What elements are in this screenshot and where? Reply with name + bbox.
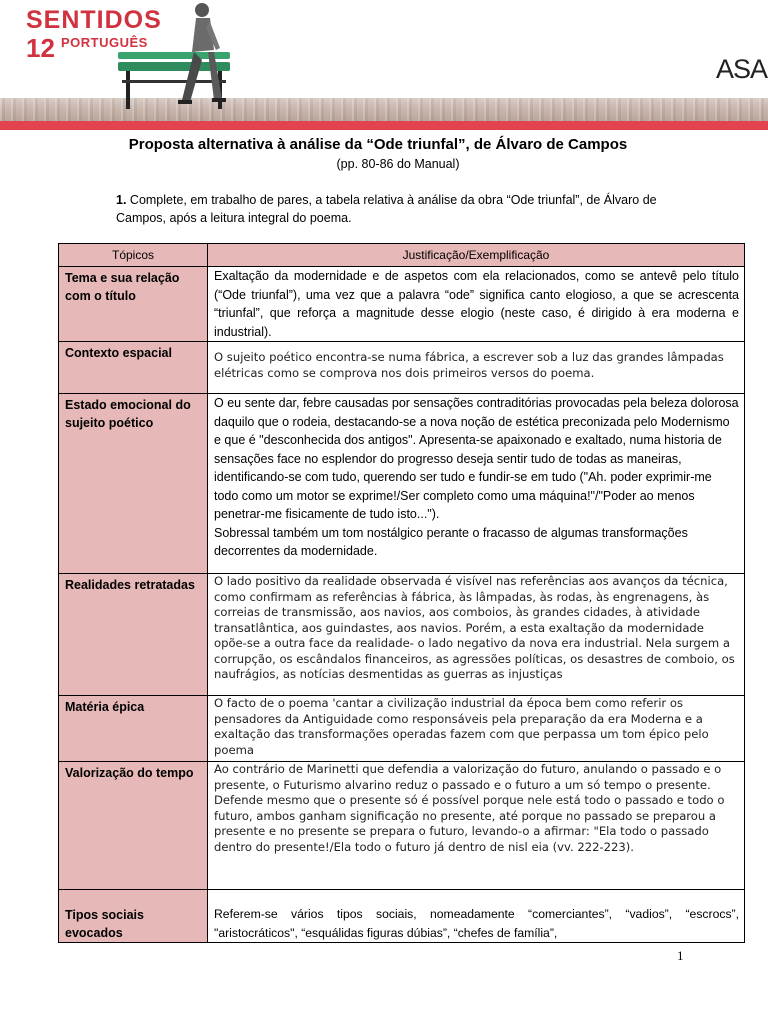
instruction-text: Complete, em trabalho de pares, a tabela relativa à análise da obra “Ode triunfal”, de Álvaro de Campos, após a leitura integral do poema.: [116, 193, 657, 225]
topic-cell: Contexto espacial: [59, 342, 208, 394]
man-on-bench-illustration: [112, 0, 242, 120]
justification-cell: [208, 696, 745, 762]
table-row: [59, 890, 745, 943]
document-subtitle: (pp. 80-86 do Manual): [336, 157, 460, 171]
justification-text: Exaltação da modernidade e de aspetos com ela relacionados, como se antevê pelo título (“Ode triunfal”), uma vez que a palavra “ode” significa canto elogioso, a que se acrescenta “triunfal”, que reforça a magnitude desse elogio (neste caso, é dirigido à era moderna e industrial).: [214, 269, 739, 339]
table-header-row: [59, 244, 745, 267]
justification-cell: [208, 890, 745, 943]
red-stripe: [0, 121, 768, 130]
table-row: [59, 762, 745, 890]
justification-text: Referem-se vários tipos sociais, nomeadamente “comerciantes”, “vadios”, “escrocs”, "aristocráticos", “esquálidas figuras dúbias”, “chefes de família”,: [214, 907, 739, 940]
justification-cell: [208, 762, 745, 890]
justification-text: O eu sente dar, febre causadas por sensações contraditórias provocadas pela beleza dolorosa daquilo que o rodeia, destacando-se a nova noção de estética preconizada pelo Modernismo e que é "desconhecida dos antigos". Apresenta-se apaixonado e exaltado, numa historia de sensações face no esplendor do progresso deseja sentir tudo de todas as maneiras, identificando-se com tudo, querendo ser tudo e fundir-se em tudo ("Ah. poder exprimir-me todo como um motor se exprime!/Ser completo como uma máquina!"/"Poder ao menos penetrar-me fisicamente de tudo isto...").: [214, 396, 739, 521]
header-topics: Tópicos: [59, 244, 208, 267]
justification-cell: [208, 267, 745, 342]
justification-text: O sujeito poético encontra-se numa fábrica, a escrever sob a luz das grandes lâmpadas elétricas como se comprova nos dois primeiros versos do poema.: [214, 350, 724, 380]
brand-subject: PORTUGUÊS: [61, 35, 148, 50]
brand-number: 12: [26, 33, 55, 63]
brand-word: SENTIDOS: [26, 6, 162, 34]
table-row: [59, 696, 745, 762]
page-number: 1: [677, 948, 684, 963]
topic-cell: Tema e sua relação com o título: [59, 267, 208, 342]
justification-text-continued: Sobressal também um tom nostálgico perante o fracasso de algumas transformações decorrentes da modernidade.: [214, 525, 688, 558]
table-row: [59, 342, 745, 394]
instruction-paragraph: [116, 191, 708, 227]
instruction-number: 1.: [116, 193, 127, 207]
header-banner: [0, 0, 768, 134]
topic-cell: Tipos sociais evocados: [59, 890, 208, 943]
table-row: [59, 574, 745, 696]
justification-cell: [208, 394, 745, 574]
publisher-logo: ASA: [716, 54, 768, 84]
justification-cell: [208, 342, 745, 394]
justification-text: O facto de o poema 'cantar a civilização industrial da época bem como referir os pensadores da Antiguidade como responsáveis pela preparação da era Moderna e a exaltação das transformações operadas fazem com que perpassa um tom épico pelo poema: [214, 696, 709, 757]
analysis-table: [58, 243, 745, 943]
topic-cell: Estado emocional do sujeito poético: [59, 394, 208, 574]
topic-cell: Realidades retratadas: [59, 574, 208, 696]
topic-cell: Valorização do tempo: [59, 762, 208, 890]
justification-text: Ao contrário de Marinetti que defendia a valorização do futuro, anulando o passado e o presente, o Futurismo alvarino reduz o passado e o futuro a um só tempo o presente. Defende mesmo que o presente só é possível porque nele está todo o passado e todo o futuro, ambos ganham significação no presente, até porque no passado se preparou a presente e no presente se prepara o futuro, levando-o a afirmar: "Ela todo o passado dentro do presente!/Ela todo o futuro já dentro de nisl eia (vv. 222-223).: [214, 762, 725, 854]
document-title: Proposta alternativa à análise da “Ode triunfal”, de Álvaro de Campos: [128, 136, 628, 153]
table-row: [59, 267, 745, 342]
header-justification: Justificação/Exemplificação: [208, 244, 745, 267]
justification-text: O lado positivo da realidade observada é visível nas referências aos avanços da técnica, como confirmam as referências à fábrica, às lâmpadas, às rodas, às engrenagens, às correias de transmissão, aos navios, aos comboios, às grandes cidades, à atividade transatlântica, aos guindastes, aos navios. Porém, a esta exaltação da modernidade opõe-se a outra face da realidade- o lado negativo da nova era industrial. Nela surgem a corrupção, os escândalos financeiros, as agressões políticas, os desastres de comboio, os naufrágios, as notícias desmentidas as guerras as injustiças: [214, 574, 735, 681]
table-row: [59, 394, 745, 574]
justification-cell: [208, 574, 745, 696]
topic-cell: Matéria épica: [59, 696, 208, 762]
